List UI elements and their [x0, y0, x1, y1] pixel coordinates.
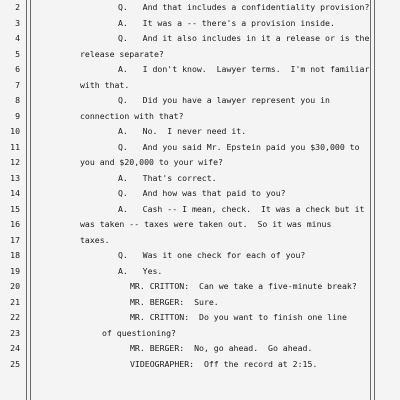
- transcript-line: [0, 279, 400, 294]
- transcript-line: [0, 186, 400, 201]
- transcript-line: [0, 310, 400, 325]
- line-text: A. I don't know. Lawyer terms. I'm not familiar: [118, 64, 370, 74]
- line-number: 3: [15, 17, 20, 28]
- transcript-line: [0, 0, 400, 15]
- transcript-line: [0, 233, 400, 248]
- transcript-line: [0, 264, 400, 279]
- line-number: 2: [15, 2, 20, 12]
- transcript-line: [0, 124, 400, 139]
- line-number: 18: [10, 250, 20, 260]
- line-text: you and $20,000 to your wife?: [80, 157, 223, 167]
- transcript-line: [0, 31, 400, 46]
- line-text: was taken -- taxes were taken out. So it was minus: [80, 219, 332, 229]
- line-number: 4: [15, 33, 20, 43]
- line-text: Q. Was it one check for each of you?: [118, 250, 306, 260]
- line-number: 16: [10, 219, 20, 229]
- transcript-line: [0, 171, 400, 186]
- line-number: 9: [15, 110, 20, 121]
- transcript-line: [0, 326, 400, 341]
- line-number: 25: [10, 358, 20, 369]
- line-number: 23: [10, 327, 20, 338]
- line-text: MR. BERGER: No, go ahead. Go ahead.: [130, 343, 313, 353]
- line-number: 21: [10, 296, 20, 307]
- line-text: taxes.: [80, 234, 110, 245]
- line-number: 20: [10, 281, 20, 291]
- line-number: 5: [15, 48, 20, 59]
- line-number: 11: [10, 141, 20, 152]
- transcript-line: [0, 47, 400, 62]
- line-text: Q. And that includes a confidentiality provision?: [118, 2, 370, 12]
- transcript-line: [0, 357, 400, 372]
- line-text: Q. And it also includes in it a release or is the: [118, 33, 370, 43]
- line-text: A. It was a -- there's a provision inside.: [118, 17, 335, 28]
- line-text: MR. CRITTON: Can we take a five-minute break?: [130, 281, 357, 291]
- transcript-line: [0, 217, 400, 232]
- transcript-line: [0, 295, 400, 310]
- line-number: 24: [10, 343, 20, 353]
- transcript-line: [0, 93, 400, 108]
- transcript-line: [0, 140, 400, 155]
- line-text: A. Yes.: [118, 265, 163, 276]
- line-number: 13: [10, 172, 20, 183]
- transcript-line: [0, 62, 400, 77]
- line-text: MR. CRITTON: Do you want to finish one line: [130, 312, 347, 322]
- transcript-line: [0, 155, 400, 170]
- line-text: Q. Did you have a lawyer represent you in: [118, 95, 330, 105]
- line-number: 19: [10, 265, 20, 276]
- line-text: A. No. I never need it.: [118, 126, 247, 136]
- transcript-line: [0, 16, 400, 31]
- transcript-line: [0, 202, 400, 217]
- line-text: MR. BERGER: Sure.: [130, 296, 219, 307]
- line-text: of questioning?: [102, 327, 176, 338]
- transcript-line: [0, 341, 400, 356]
- line-number: 10: [10, 126, 20, 136]
- line-text: Q. And you said Mr. Epstein paid you $30,000 to: [118, 141, 360, 152]
- transcript-line: [0, 78, 400, 93]
- line-number: 14: [10, 188, 20, 198]
- line-text: release separate?: [80, 48, 164, 59]
- transcript-line: [0, 248, 400, 263]
- line-text: A. Cash -- I mean, check. It was a check but it: [118, 203, 365, 214]
- line-number: 12: [10, 157, 20, 167]
- line-number: 6: [15, 64, 20, 74]
- line-text: A. That's correct.: [118, 172, 217, 183]
- line-text: connection with that?: [80, 110, 184, 121]
- line-number: 7: [15, 79, 20, 90]
- line-number: 8: [15, 95, 20, 105]
- transcript-line: [0, 109, 400, 124]
- line-text: with that.: [80, 79, 130, 90]
- line-number: 17: [10, 234, 20, 245]
- line-text: VIDEOGRAPHER: Off the record at 2:15.: [130, 358, 318, 369]
- line-number: 22: [10, 312, 20, 322]
- line-text: Q. And how was that paid to you?: [118, 188, 286, 198]
- line-number: 15: [10, 203, 20, 214]
